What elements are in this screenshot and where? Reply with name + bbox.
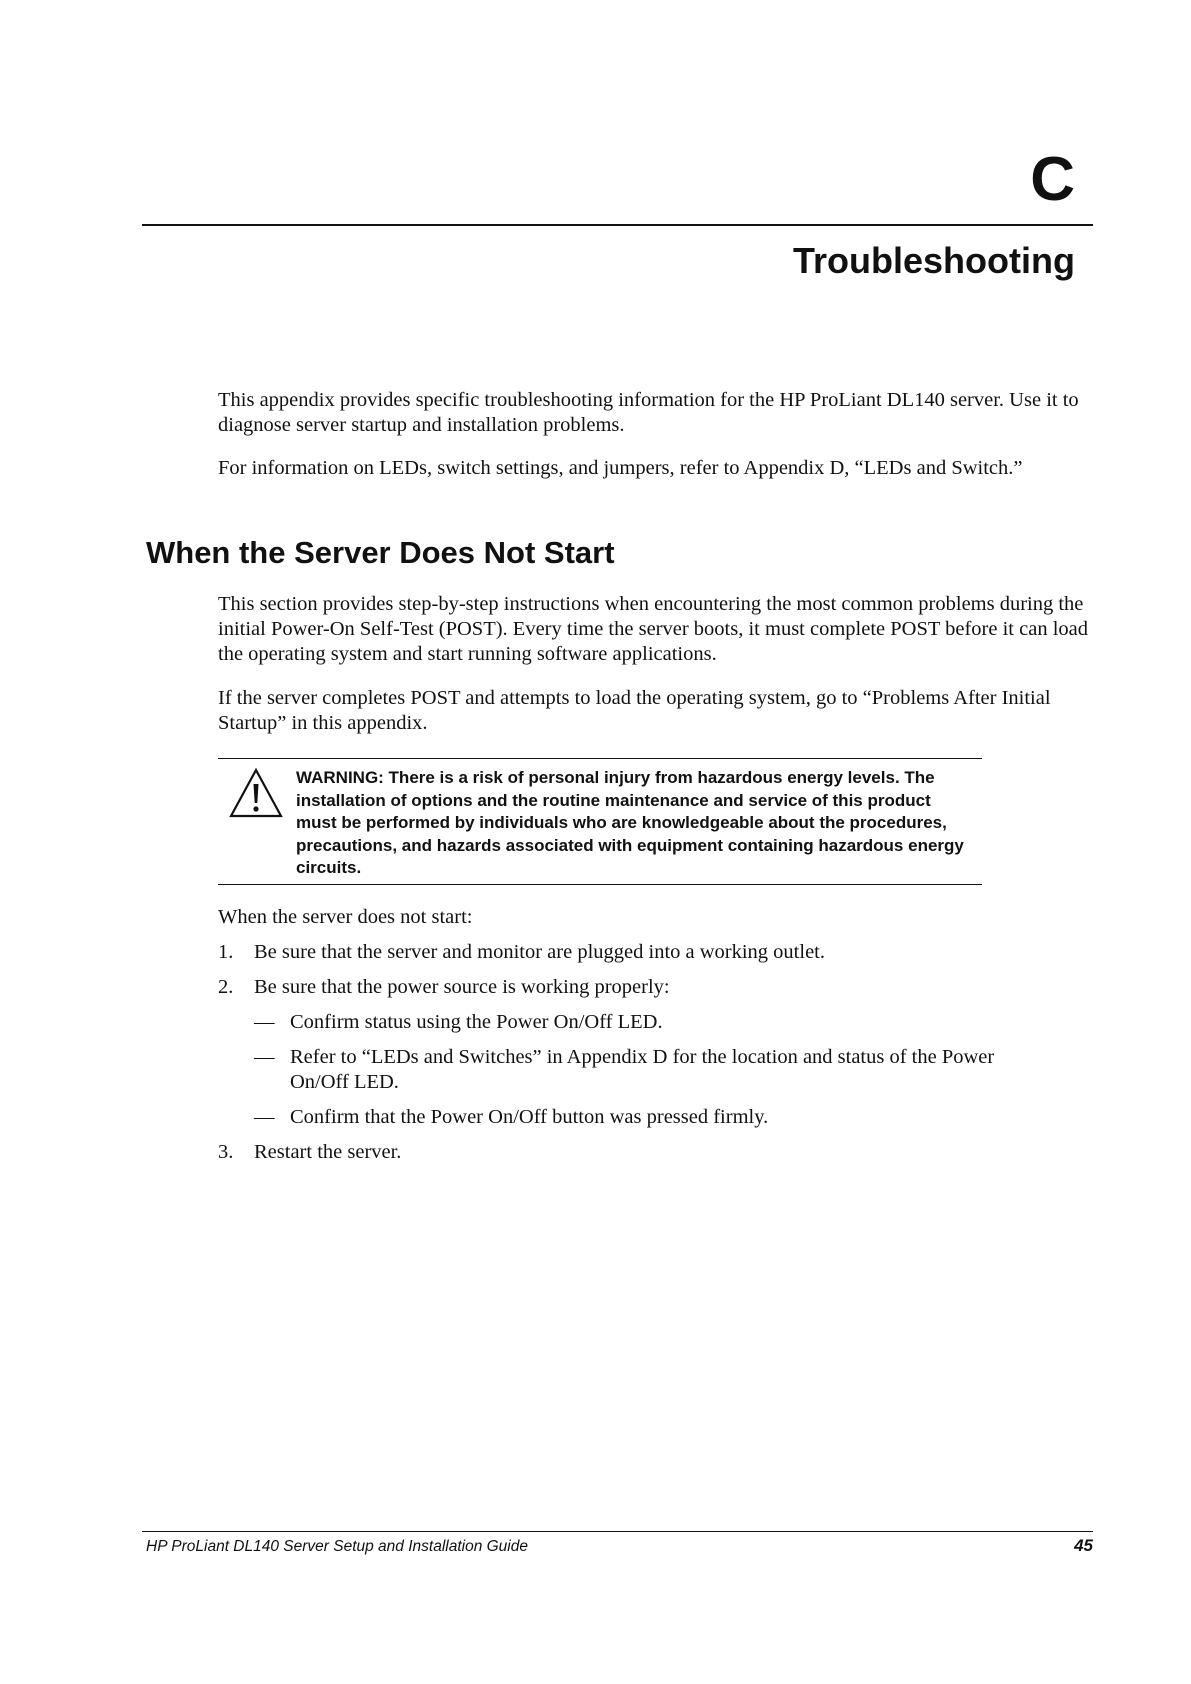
step-text: Restart the server. [254, 1141, 402, 1163]
step-text: Be sure that the power source is working properly: [254, 976, 670, 998]
step-number: 2. [218, 976, 234, 998]
section-paragraph-1: This section provides step-by-step instructions when encountering the most common problems during the initial Power-On Self-Test (POST). Every time the server boots, it must complete POST before it can load the operating system and start running software applications. [218, 593, 1088, 665]
intro-paragraph-1: This appendix provides specific troubleshooting information for the HP ProLiant DL140 server. Use it to diagnose server startup and installation problems. [218, 389, 1079, 436]
substep-text: Confirm that the Power On/Off button was pressed firmly. [290, 1106, 769, 1128]
list-item [218, 940, 1098, 965]
dash-bullet: — [254, 1011, 275, 1033]
dash-bullet: — [254, 1046, 275, 1068]
list-item [218, 1140, 1098, 1165]
step-text: Be sure that the server and monitor are plugged into a working outlet. [254, 941, 825, 963]
dash-bullet: — [254, 1106, 275, 1128]
intro-paragraph-2: For information on LEDs, switch settings, and jumpers, refer to Appendix D, “LEDs and Switch.” [218, 457, 1023, 479]
steps-list [218, 940, 1098, 1175]
list-intro: When the server does not start: [218, 906, 473, 928]
footer-title: HP ProLiant DL140 Server Setup and Installation Guide [146, 1538, 528, 1555]
sub-list-item [254, 1105, 1040, 1130]
section-heading: When the Server Does Not Start [146, 535, 615, 570]
chapter-letter: C [1030, 145, 1075, 214]
substeps-list [254, 1010, 1098, 1130]
list-item [218, 975, 1098, 1130]
substep-text: Refer to “LEDs and Switches” in Appendix D for the location and status of the Power On/Off LED. [290, 1046, 995, 1093]
section-paragraph-2: If the server completes POST and attempts to load the operating system, go to “Problems After Initial Startup” in this appendix. [218, 687, 1051, 734]
chapter-divider [142, 224, 1093, 226]
sub-list-item [254, 1045, 1040, 1095]
warning-triangle-icon [228, 767, 284, 819]
page-number: 45 [1074, 1536, 1093, 1555]
sub-list-item [254, 1010, 1040, 1035]
warning-box [218, 758, 982, 885]
step-number: 1. [218, 941, 234, 963]
substep-text: Confirm status using the Power On/Off LED. [290, 1011, 663, 1033]
step-number: 3. [218, 1141, 234, 1163]
footer-divider [142, 1531, 1093, 1532]
warning-text: WARNING: There is a risk of personal injury from hazardous energy levels. The installation of options and the routine maintenance and service of this product must be performed by individuals who are knowledgeable about the procedures, precautions, and hazards associated with equipment containing hazardous energy circuits. [296, 768, 964, 878]
chapter-title: Troubleshooting [793, 240, 1075, 281]
